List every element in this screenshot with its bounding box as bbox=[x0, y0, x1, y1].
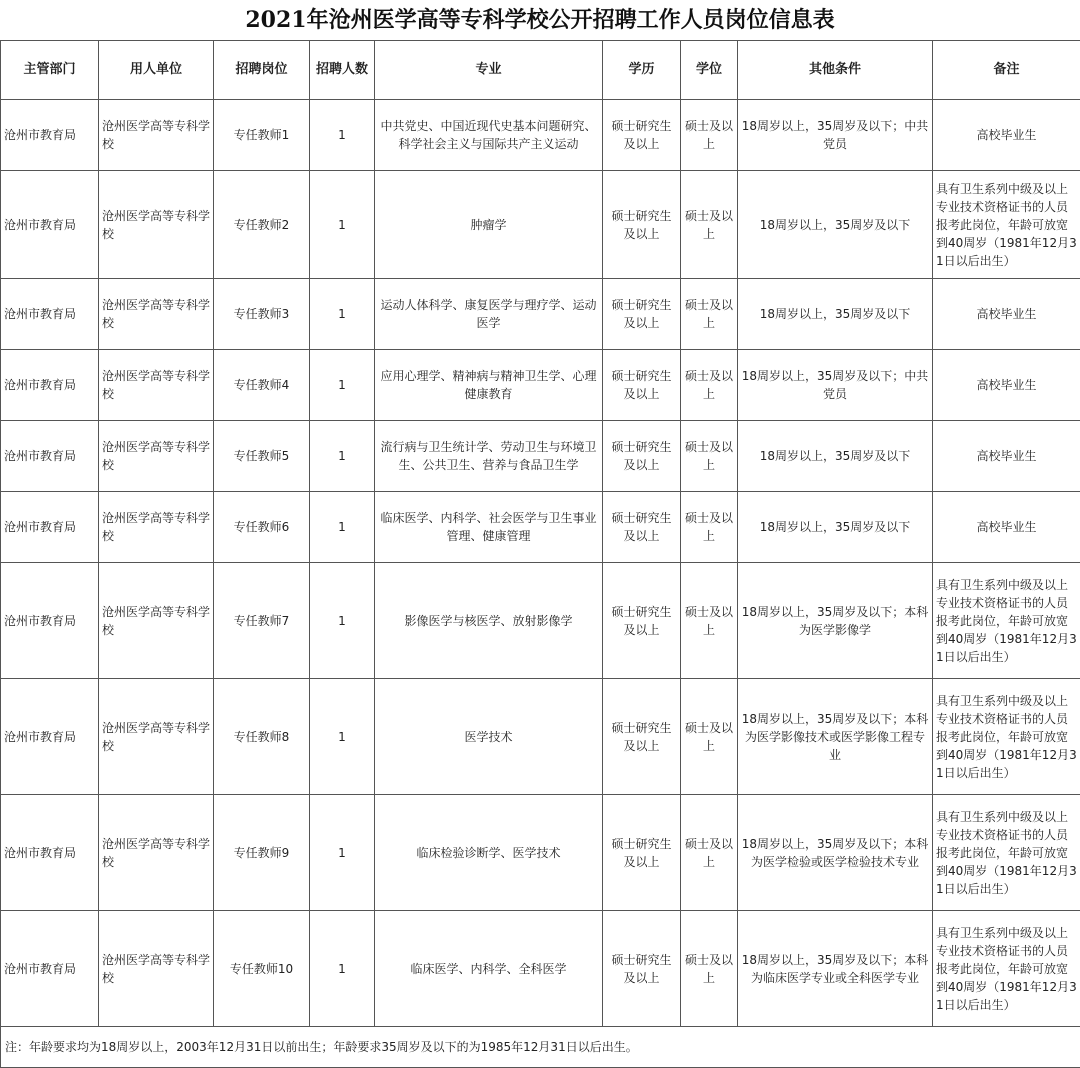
cell-major: 影像医学与核医学、放射影像学 bbox=[375, 563, 603, 679]
cell-dept: 沧州市教育局 bbox=[1, 171, 99, 279]
cell-unit: 沧州医学高等专科学校 bbox=[99, 171, 214, 279]
cell-note: 具有卫生系列中级及以上专业技术资格证书的人员报考此岗位，年龄可放宽到40周岁（1981年12月31日以后出生） bbox=[933, 563, 1080, 679]
cell-note: 具有卫生系列中级及以上专业技术资格证书的人员报考此岗位，年龄可放宽到40周岁（1981年12月31日以后出生） bbox=[933, 795, 1080, 911]
cell-degree: 硕士及以上 bbox=[681, 171, 738, 279]
cell-edu: 硕士研究生及以上 bbox=[603, 279, 681, 350]
header-count: 招聘人数 bbox=[310, 41, 375, 100]
cell-post: 专任教师8 bbox=[214, 679, 310, 795]
cell-dept: 沧州市教育局 bbox=[1, 421, 99, 492]
table-row bbox=[1, 679, 1080, 795]
cell-note: 高校毕业生 bbox=[933, 421, 1080, 492]
cell-edu: 硕士研究生及以上 bbox=[603, 492, 681, 563]
cell-major: 医学技术 bbox=[375, 679, 603, 795]
cell-unit: 沧州医学高等专科学校 bbox=[99, 911, 214, 1027]
cell-note: 具有卫生系列中级及以上专业技术资格证书的人员报考此岗位，年龄可放宽到40周岁（1981年12月31日以后出生） bbox=[933, 911, 1080, 1027]
header-edu: 学历 bbox=[603, 41, 681, 100]
table-row bbox=[1, 911, 1080, 1027]
cell-unit: 沧州医学高等专科学校 bbox=[99, 350, 214, 421]
cell-post: 专任教师10 bbox=[214, 911, 310, 1027]
cell-count: 1 bbox=[310, 100, 375, 171]
header-unit: 用人单位 bbox=[99, 41, 214, 100]
header-degree: 学位 bbox=[681, 41, 738, 100]
cell-note: 高校毕业生 bbox=[933, 350, 1080, 421]
cell-post: 专任教师2 bbox=[214, 171, 310, 279]
cell-degree: 硕士及以上 bbox=[681, 679, 738, 795]
table-row bbox=[1, 492, 1080, 563]
cell-dept: 沧州市教育局 bbox=[1, 911, 99, 1027]
cell-major: 运动人体科学、康复医学与理疗学、运动医学 bbox=[375, 279, 603, 350]
cell-count: 1 bbox=[310, 563, 375, 679]
cell-count: 1 bbox=[310, 911, 375, 1027]
cell-cond: 18周岁以上，35周岁及以下；本科为医学检验或医学检验技术专业 bbox=[738, 795, 933, 911]
cell-degree: 硕士及以上 bbox=[681, 911, 738, 1027]
cell-edu: 硕士研究生及以上 bbox=[603, 421, 681, 492]
cell-dept: 沧州市教育局 bbox=[1, 795, 99, 911]
cell-degree: 硕士及以上 bbox=[681, 563, 738, 679]
cell-count: 1 bbox=[310, 279, 375, 350]
job-table bbox=[0, 40, 1080, 1068]
cell-dept: 沧州市教育局 bbox=[1, 563, 99, 679]
table-row bbox=[1, 100, 1080, 171]
cell-major: 临床医学、内科学、社会医学与卫生事业管理、健康管理 bbox=[375, 492, 603, 563]
cell-cond: 18周岁以上，35周岁及以下；中共党员 bbox=[738, 100, 933, 171]
cell-note: 具有卫生系列中级及以上专业技术资格证书的人员报考此岗位，年龄可放宽到40周岁（1981年12月31日以后出生） bbox=[933, 679, 1080, 795]
cell-cond: 18周岁以上，35周岁及以下 bbox=[738, 279, 933, 350]
cell-major: 临床医学、内科学、全科医学 bbox=[375, 911, 603, 1027]
cell-major: 应用心理学、精神病与精神卫生学、心理健康教育 bbox=[375, 350, 603, 421]
cell-degree: 硕士及以上 bbox=[681, 795, 738, 911]
cell-unit: 沧州医学高等专科学校 bbox=[99, 795, 214, 911]
cell-count: 1 bbox=[310, 679, 375, 795]
cell-unit: 沧州医学高等专科学校 bbox=[99, 492, 214, 563]
cell-count: 1 bbox=[310, 350, 375, 421]
cell-edu: 硕士研究生及以上 bbox=[603, 563, 681, 679]
table-row bbox=[1, 563, 1080, 679]
table-row bbox=[1, 350, 1080, 421]
cell-major: 中共党史、中国近现代史基本问题研究、科学社会主义与国际共产主义运动 bbox=[375, 100, 603, 171]
cell-degree: 硕士及以上 bbox=[681, 350, 738, 421]
cell-major: 临床检验诊断学、医学技术 bbox=[375, 795, 603, 911]
cell-edu: 硕士研究生及以上 bbox=[603, 911, 681, 1027]
header-post: 招聘岗位 bbox=[214, 41, 310, 100]
cell-post: 专任教师4 bbox=[214, 350, 310, 421]
cell-degree: 硕士及以上 bbox=[681, 279, 738, 350]
cell-unit: 沧州医学高等专科学校 bbox=[99, 279, 214, 350]
cell-major: 肿瘤学 bbox=[375, 171, 603, 279]
cell-unit: 沧州医学高等专科学校 bbox=[99, 421, 214, 492]
cell-edu: 硕士研究生及以上 bbox=[603, 171, 681, 279]
header-cond: 其他条件 bbox=[738, 41, 933, 100]
cell-post: 专任教师6 bbox=[214, 492, 310, 563]
footnote: 注：年龄要求均为18周岁以上，2003年12月31日以前出生；年龄要求35周岁及以下的为1985年12月31日以后出生。 bbox=[1, 1027, 1080, 1068]
cell-major: 流行病与卫生统计学、劳动卫生与环境卫生、公共卫生、营养与食品卫生学 bbox=[375, 421, 603, 492]
cell-count: 1 bbox=[310, 492, 375, 563]
header-dept: 主管部门 bbox=[1, 41, 99, 100]
cell-post: 专任教师7 bbox=[214, 563, 310, 679]
cell-post: 专任教师9 bbox=[214, 795, 310, 911]
cell-cond: 18周岁以上，35周岁及以下；本科为临床医学专业或全科医学专业 bbox=[738, 911, 933, 1027]
cell-note: 高校毕业生 bbox=[933, 100, 1080, 171]
cell-cond: 18周岁以上，35周岁及以下；本科为医学影像学 bbox=[738, 563, 933, 679]
cell-cond: 18周岁以上，35周岁及以下 bbox=[738, 492, 933, 563]
page-title: 2021年沧州医学高等专科学校公开招聘工作人员岗位信息表 bbox=[0, 0, 1080, 40]
cell-dept: 沧州市教育局 bbox=[1, 100, 99, 171]
header-major: 专业 bbox=[375, 41, 603, 100]
cell-cond: 18周岁以上，35周岁及以下；中共党员 bbox=[738, 350, 933, 421]
cell-dept: 沧州市教育局 bbox=[1, 679, 99, 795]
cell-note: 高校毕业生 bbox=[933, 492, 1080, 563]
cell-post: 专任教师3 bbox=[214, 279, 310, 350]
cell-cond: 18周岁以上，35周岁及以下；本科为医学影像技术或医学影像工程专业 bbox=[738, 679, 933, 795]
cell-post: 专任教师5 bbox=[214, 421, 310, 492]
cell-dept: 沧州市教育局 bbox=[1, 350, 99, 421]
cell-edu: 硕士研究生及以上 bbox=[603, 795, 681, 911]
cell-degree: 硕士及以上 bbox=[681, 492, 738, 563]
footnote-row bbox=[1, 1027, 1080, 1068]
header-note: 备注 bbox=[933, 41, 1080, 100]
cell-cond: 18周岁以上，35周岁及以下 bbox=[738, 421, 933, 492]
table-row bbox=[1, 171, 1080, 279]
table-row bbox=[1, 279, 1080, 350]
cell-count: 1 bbox=[310, 421, 375, 492]
cell-edu: 硕士研究生及以上 bbox=[603, 679, 681, 795]
table-row bbox=[1, 421, 1080, 492]
cell-dept: 沧州市教育局 bbox=[1, 279, 99, 350]
cell-unit: 沧州医学高等专科学校 bbox=[99, 100, 214, 171]
cell-post: 专任教师1 bbox=[214, 100, 310, 171]
cell-unit: 沧州医学高等专科学校 bbox=[99, 679, 214, 795]
cell-degree: 硕士及以上 bbox=[681, 100, 738, 171]
cell-edu: 硕士研究生及以上 bbox=[603, 350, 681, 421]
header-row bbox=[1, 41, 1080, 100]
cell-unit: 沧州医学高等专科学校 bbox=[99, 563, 214, 679]
table-row bbox=[1, 795, 1080, 911]
cell-edu: 硕士研究生及以上 bbox=[603, 100, 681, 171]
cell-cond: 18周岁以上，35周岁及以下 bbox=[738, 171, 933, 279]
cell-count: 1 bbox=[310, 795, 375, 911]
cell-dept: 沧州市教育局 bbox=[1, 492, 99, 563]
cell-count: 1 bbox=[310, 171, 375, 279]
cell-degree: 硕士及以上 bbox=[681, 421, 738, 492]
cell-note: 具有卫生系列中级及以上专业技术资格证书的人员报考此岗位，年龄可放宽到40周岁（1981年12月31日以后出生） bbox=[933, 171, 1080, 279]
cell-note: 高校毕业生 bbox=[933, 279, 1080, 350]
